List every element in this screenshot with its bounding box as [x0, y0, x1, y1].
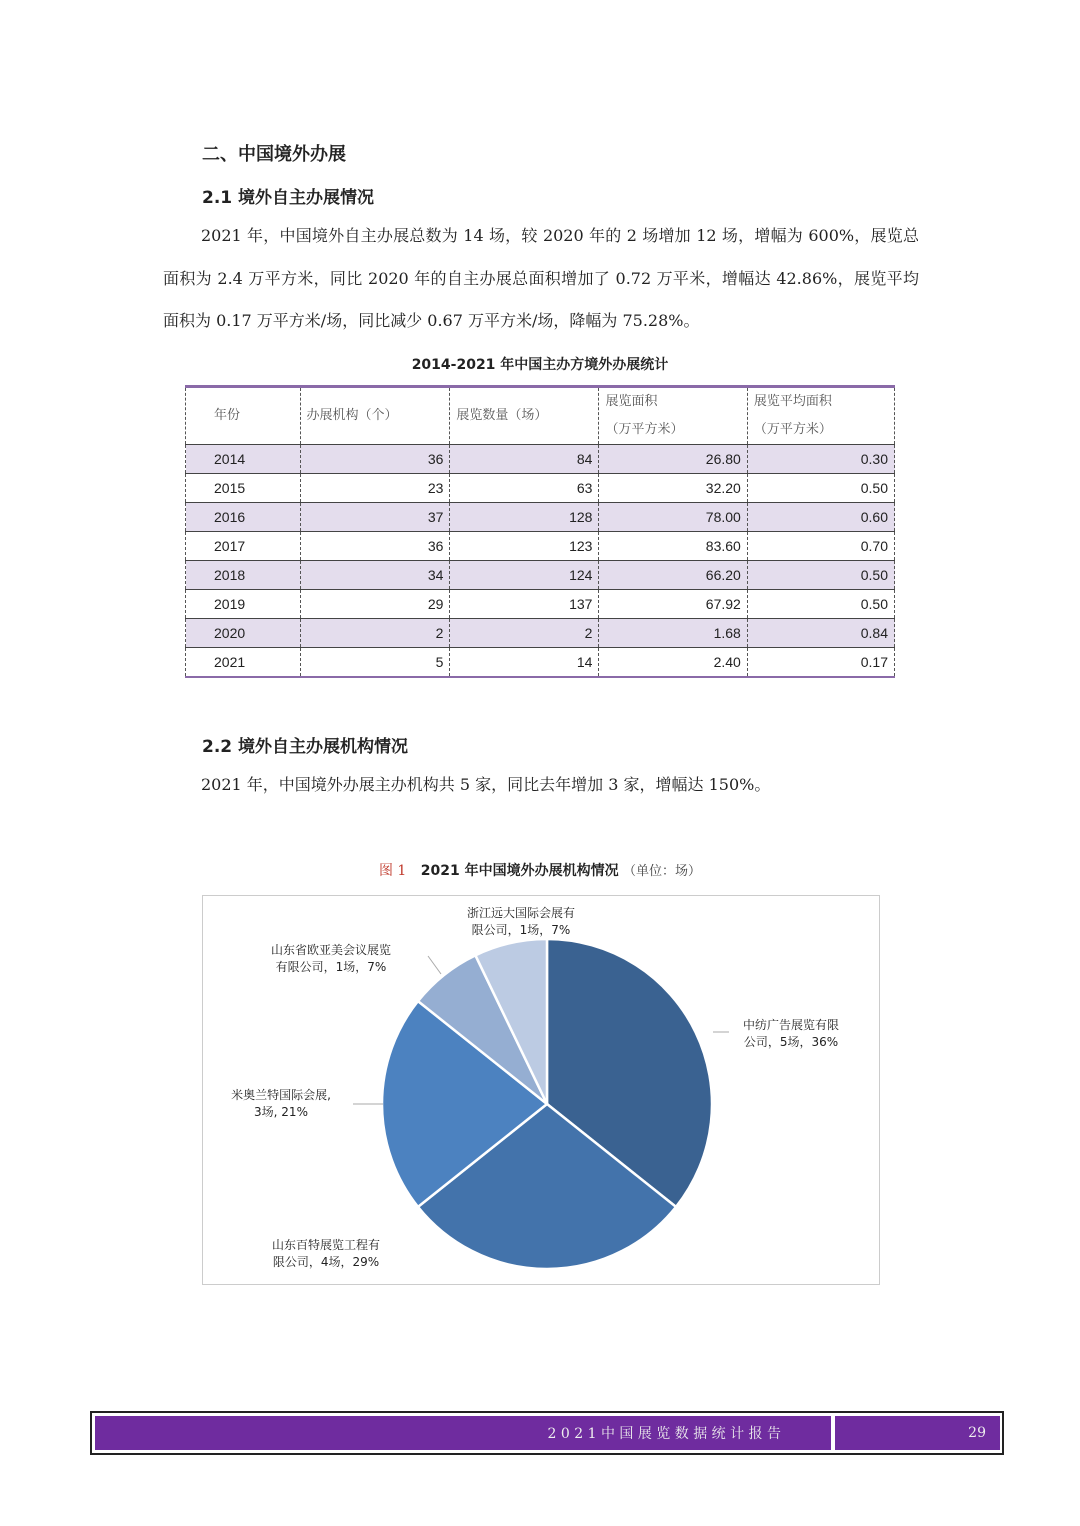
table-cell: 2019 — [186, 590, 301, 619]
header-line: （万平方米） — [605, 422, 684, 437]
table-cell: 32.20 — [599, 474, 747, 503]
table-cell: 0.50 — [747, 561, 894, 590]
table-cell: 78.00 — [599, 503, 747, 532]
subsection-title-2-2: 2.2 境外自主办展机构情况 — [202, 737, 409, 757]
header-line: （万平方米） — [753, 422, 832, 437]
table-row — [186, 590, 895, 619]
table-cell: 128 — [450, 503, 599, 532]
table-cell: 2017 — [186, 532, 301, 561]
table-cell: 34 — [300, 561, 450, 590]
table-cell: 123 — [450, 532, 599, 561]
table-cell: 66.20 — [599, 561, 747, 590]
table-caption: 2014-2021 年中国主办方境外办展统计 — [411, 357, 669, 373]
table-cell: 2014 — [186, 445, 301, 474]
table-cell: 0.70 — [747, 532, 894, 561]
table-cell: 2018 — [186, 561, 301, 590]
slice-label: 浙江远大国际会展有限公司，1场，7% — [466, 906, 576, 937]
table-cell: 26.80 — [599, 445, 747, 474]
table-cell: 5 — [300, 648, 450, 678]
table-cell: 36 — [300, 532, 450, 561]
table-cell: 2021 — [186, 648, 301, 678]
table-row — [186, 561, 895, 590]
table-row — [186, 445, 895, 474]
paragraph-2-1: 2021 年，中国境外自主办展总数为 14 场，较 2020 年的 2 场增加 12 场，增幅为 600%，展览总面积为 2.4 万平方米，同比 2020 年的自主办展总面积增加了 0.72 万平米，增幅达 42.86%，展览平均面积为 0.17 万平方米/场，同比减少 0.67 万平方米/场，降幅为 75.28%。 — [163, 226, 919, 330]
figure-caption — [0, 860, 1080, 880]
table-cell: 124 — [450, 561, 599, 590]
table-cell: 137 — [450, 590, 599, 619]
column-header — [599, 387, 747, 445]
table-row — [186, 474, 895, 503]
table-cell: 2.40 — [599, 648, 747, 678]
table-body — [186, 445, 895, 678]
column-header — [747, 387, 894, 445]
header-line: 展览数量（场） — [456, 408, 548, 423]
table-row — [186, 532, 895, 561]
table-cell: 84 — [450, 445, 599, 474]
statistics-table — [185, 385, 895, 678]
table-cell: 36 — [300, 445, 450, 474]
paragraph-2-2: 2021 年，中国境外办展主办机构共 5 家，同比去年增加 3 家，增幅达 150%。 — [201, 775, 771, 794]
header-line: 展览平均面积 — [753, 394, 832, 409]
table-cell: 23 — [300, 474, 450, 503]
figure-title: 2021 年中国境外办展机构情况 — [420, 863, 619, 879]
table-cell: 83.60 — [599, 532, 747, 561]
table-cell: 2015 — [186, 474, 301, 503]
slice-label: 米奥兰特国际会展, 3场, 21% — [231, 1088, 331, 1119]
table-header-row — [186, 387, 895, 445]
figure-unit: （单位：场） — [623, 864, 702, 879]
page-number: 29 — [835, 1416, 1000, 1450]
table-cell: 0.50 — [747, 474, 894, 503]
column-header — [186, 387, 301, 445]
table-row — [186, 503, 895, 532]
pie-chart — [203, 896, 879, 1284]
slice-label: 山东省欧亚美会议展览有限公司，1场，7% — [270, 943, 392, 974]
header-line: 办展机构（个） — [306, 408, 398, 423]
figure-number: 图 1 — [378, 863, 407, 879]
column-header — [450, 387, 599, 445]
table-cell: 67.92 — [599, 590, 747, 619]
table-row — [186, 648, 895, 678]
footer — [90, 1411, 1004, 1455]
table-cell: 0.17 — [747, 648, 894, 678]
table-cell: 1.68 — [599, 619, 747, 648]
table-cell: 37 — [300, 503, 450, 532]
slice-label: 中纺广告展览有限公司，5场，36% — [742, 1018, 840, 1049]
section-title: 二、中国境外办展 — [202, 144, 346, 165]
table-row — [186, 619, 895, 648]
table-cell: 0.84 — [747, 619, 894, 648]
table-cell: 29 — [300, 590, 450, 619]
table-cell: 2020 — [186, 619, 301, 648]
leader-line — [428, 956, 441, 974]
header-line: 展览面积 — [605, 394, 658, 409]
subsection-title-2-1: 2.1 境外自主办展情况 — [202, 188, 375, 208]
pie-chart-frame — [202, 895, 880, 1285]
table-cell: 63 — [450, 474, 599, 503]
table-cell: 2 — [300, 619, 450, 648]
table-cell: 0.60 — [747, 503, 894, 532]
table-cell: 2016 — [186, 503, 301, 532]
column-header — [300, 387, 450, 445]
slice-label: 山东百特展览工程有限公司，4场，29% — [271, 1238, 381, 1269]
table-cell: 0.30 — [747, 445, 894, 474]
header-line: 年份 — [214, 408, 241, 423]
table-cell: 14 — [450, 648, 599, 678]
table-cell: 0.50 — [747, 590, 894, 619]
footer-title: 2 0 2 1 中 国 展 览 数 据 统 计 报 告 — [95, 1416, 831, 1450]
table-cell: 2 — [450, 619, 599, 648]
